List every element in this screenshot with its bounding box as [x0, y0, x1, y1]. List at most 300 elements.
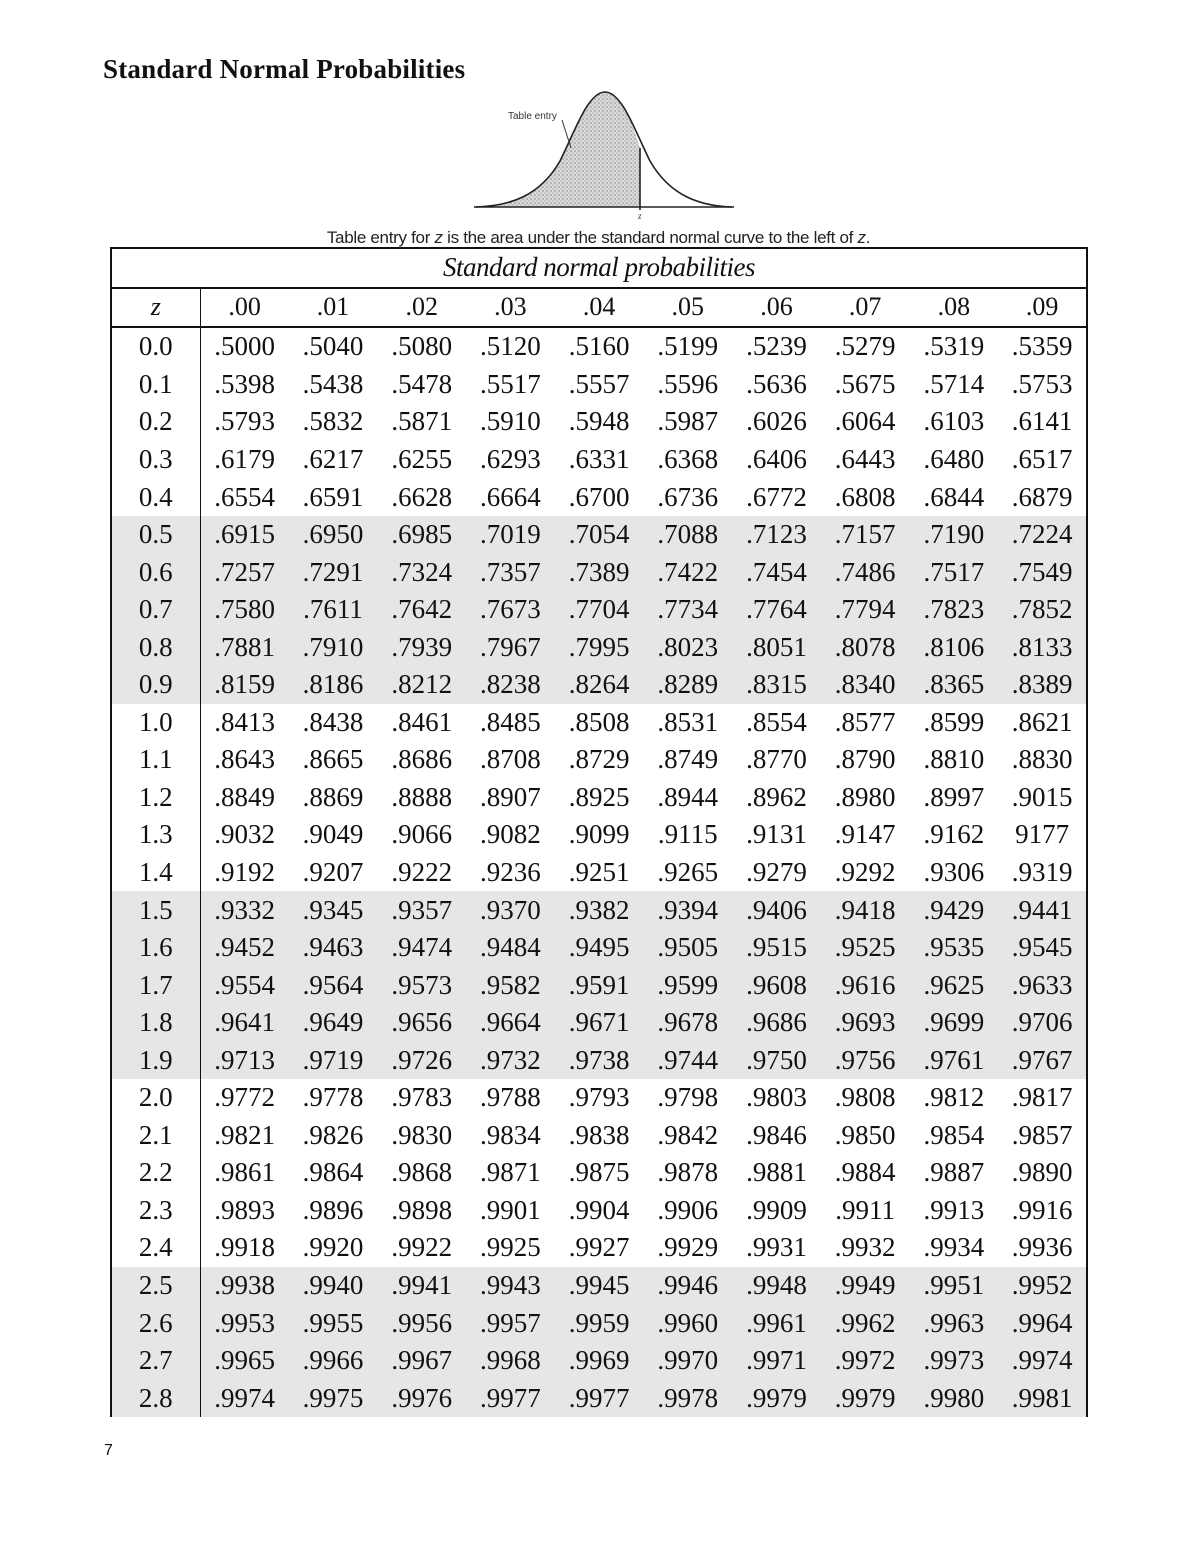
z-value-cell: 2.2: [111, 1154, 200, 1192]
table-row: [111, 478, 1087, 516]
probability-cell: .9916: [998, 1192, 1087, 1230]
column-header: .03: [466, 288, 555, 328]
probability-cell: .9131: [746, 819, 807, 850]
probability-cell: .6480: [923, 444, 985, 474]
probability-cell: .9192: [214, 857, 275, 888]
probability-cell: .9943: [466, 1267, 555, 1305]
z-value-cell: 1.1: [111, 741, 200, 779]
probability-cell: .9535: [910, 929, 999, 967]
probability-cell: .7642: [377, 591, 466, 629]
probability-cell: .9641: [200, 1004, 289, 1042]
probability-cell: .9922: [391, 1232, 453, 1263]
probability-cell: .8159: [200, 666, 289, 704]
probability-cell: .8962: [746, 781, 807, 812]
probability-cell: .7549: [998, 553, 1087, 591]
probability-cell: .8340: [821, 666, 910, 704]
probability-cell: .9793: [568, 1082, 630, 1113]
probability-cell: .6844: [923, 481, 985, 512]
probability-cell: .9968: [466, 1342, 555, 1380]
probability-cell: .8133: [998, 628, 1087, 666]
probability-cell: .7939: [377, 628, 466, 666]
probability-cell: .6628: [391, 481, 453, 512]
table-row: [111, 854, 1087, 892]
z-value-cell: 0.7: [111, 591, 200, 629]
probability-cell: .9406: [732, 891, 821, 929]
table-row: [111, 1041, 1087, 1079]
probability-cell: .9162: [923, 819, 985, 850]
probability-cell: .6700: [568, 481, 630, 512]
probability-cell: .9936: [998, 1229, 1087, 1267]
table-row: [111, 1229, 1087, 1267]
probability-cell: .9929: [657, 1232, 719, 1263]
probability-cell: .5080: [391, 331, 453, 362]
z-value-cell: 1.9: [111, 1041, 200, 1079]
probability-cell: .9977: [555, 1379, 644, 1417]
probability-cell: .6368: [657, 444, 719, 474]
probability-cell: .9975: [289, 1379, 378, 1417]
probability-cell: .8944: [657, 781, 719, 812]
probability-cell: .9767: [998, 1041, 1087, 1079]
probability-cell: .9394: [643, 891, 732, 929]
probability-cell: .9962: [821, 1304, 910, 1342]
probability-cell: .9649: [289, 1004, 378, 1042]
probability-cell: .5871: [391, 406, 453, 437]
probability-cell: .9934: [923, 1232, 985, 1263]
label-pointer: [562, 120, 571, 148]
table-row: [111, 553, 1087, 591]
probability-cell: .7190: [910, 516, 999, 554]
table-row: [111, 779, 1087, 817]
table-row: [111, 704, 1087, 742]
z-value-cell: 1.2: [111, 779, 200, 817]
probability-cell: .5517: [480, 368, 541, 399]
probability-cell: .9147: [834, 819, 896, 850]
probability-cell: .8686: [391, 744, 453, 775]
probability-cell: .9959: [555, 1304, 644, 1342]
probability-cell: .9463: [289, 929, 378, 967]
probability-cell: .9842: [657, 1119, 719, 1150]
column-header: .06: [732, 288, 821, 328]
probability-cell: .9932: [834, 1232, 896, 1263]
z-value-cell: 2.7: [111, 1342, 200, 1380]
probability-cell: .9927: [568, 1232, 630, 1263]
z-value-cell: 2.0: [111, 1079, 200, 1117]
probability-cell: .9750: [732, 1041, 821, 1079]
z-value-cell: 2.4: [111, 1229, 200, 1267]
probability-cell: .5438: [302, 368, 364, 399]
probability-cell: .6064: [834, 406, 896, 437]
probability-cell: .5636: [746, 368, 807, 399]
table-caption: [110, 228, 1087, 248]
probability-cell: .9834: [480, 1119, 541, 1150]
probability-cell: .5557: [568, 368, 630, 399]
z-value-cell: 2.8: [111, 1379, 200, 1417]
probability-cell: .9972: [821, 1342, 910, 1380]
probability-cell: .7157: [821, 516, 910, 554]
probability-cell: .7673: [466, 591, 555, 629]
column-header: .04: [555, 288, 644, 328]
probability-cell: .8389: [998, 666, 1087, 704]
probability-cell: .9222: [391, 857, 453, 888]
probability-cell: .8577: [834, 706, 896, 737]
probability-cell: .9357: [377, 891, 466, 929]
probability-cell: .8925: [568, 781, 630, 812]
probability-cell: .9772: [214, 1082, 275, 1113]
probability-cell: .8289: [643, 666, 732, 704]
probability-cell: .7486: [821, 553, 910, 591]
probability-cell: .9974: [200, 1379, 289, 1417]
probability-cell: .9838: [568, 1119, 630, 1150]
probability-cell: .6255: [391, 444, 453, 474]
caption-text: is the area under the standard normal curve to the left of: [442, 228, 858, 247]
probability-cell: .9292: [834, 857, 896, 888]
probability-cell: .9236: [480, 857, 541, 888]
probability-cell: .8186: [289, 666, 378, 704]
probability-cell: .9066: [391, 819, 453, 850]
normal-curve-figure: [470, 86, 740, 222]
column-header: .07: [821, 288, 910, 328]
probability-cell: .6879: [998, 478, 1087, 516]
probability-cell: .9940: [289, 1267, 378, 1305]
z-value-cell: 0.2: [111, 403, 200, 441]
table-row: [111, 628, 1087, 666]
probability-cell: .9925: [480, 1232, 541, 1263]
z-value-cell: 1.4: [111, 854, 200, 892]
z-value-cell: 2.3: [111, 1192, 200, 1230]
table-body: [111, 327, 1087, 1417]
probability-cell: .8708: [480, 744, 541, 775]
probability-cell: .9973: [910, 1342, 999, 1380]
z-value-cell: 0.5: [111, 516, 200, 554]
probability-cell: .9778: [302, 1082, 364, 1113]
probability-cell: .9671: [555, 1004, 644, 1042]
probability-cell: .8888: [391, 781, 453, 812]
z-value-cell: 1.7: [111, 966, 200, 1004]
probability-cell: .9904: [568, 1194, 630, 1225]
probability-cell: .9591: [555, 966, 644, 1004]
probability-cell: .9868: [391, 1157, 453, 1188]
probability-cell: .9918: [214, 1232, 275, 1263]
probability-cell: .9788: [480, 1082, 541, 1113]
probability-cell: .9726: [377, 1041, 466, 1079]
probability-cell: .7224: [998, 516, 1087, 554]
table-row: [111, 366, 1087, 404]
probability-cell: .6406: [746, 444, 807, 474]
probability-cell: .9976: [377, 1379, 466, 1417]
probability-cell: .9938: [200, 1267, 289, 1305]
probability-cell: .9898: [391, 1194, 453, 1225]
probability-cell: .9969: [555, 1342, 644, 1380]
probability-cell: .8643: [214, 744, 275, 775]
probability-cell: .6591: [302, 481, 364, 512]
probability-cell: .8869: [302, 781, 364, 812]
probability-cell: .9505: [643, 929, 732, 967]
probability-cell: .8078: [821, 628, 910, 666]
z-value-cell: 0.0: [111, 327, 200, 366]
z-value-cell: 2.6: [111, 1304, 200, 1342]
probability-cell: .9970: [643, 1342, 732, 1380]
probability-cell: .9082: [480, 819, 541, 850]
probability-cell: .9738: [555, 1041, 644, 1079]
probability-cell: .5359: [998, 327, 1087, 366]
probability-cell: .9686: [732, 1004, 821, 1042]
table-row: [111, 1154, 1087, 1192]
probability-cell: .7611: [289, 591, 378, 629]
probability-cell: .9931: [746, 1232, 807, 1263]
probability-cell: .9706: [998, 1004, 1087, 1042]
probability-cell: .7910: [289, 628, 378, 666]
z-column-header: z: [111, 288, 200, 328]
probability-cell: .7517: [910, 553, 999, 591]
probability-cell: .9582: [466, 966, 555, 1004]
probability-cell: .7389: [555, 553, 644, 591]
probability-cell: .9966: [289, 1342, 378, 1380]
probability-cell: .5398: [214, 368, 275, 399]
probability-cell: .8051: [732, 628, 821, 666]
probability-cell: .6950: [289, 516, 378, 554]
table-row: [111, 591, 1087, 629]
probability-cell: .9633: [998, 966, 1087, 1004]
z-value-cell: 0.9: [111, 666, 200, 704]
column-header: .01: [289, 288, 378, 328]
probability-cell: .9099: [568, 819, 630, 850]
probability-cell: .9901: [480, 1194, 541, 1225]
z-label: z: [638, 211, 642, 221]
probability-cell: .9251: [568, 857, 630, 888]
probability-cell: .5596: [657, 368, 719, 399]
table-row: [111, 929, 1087, 967]
probability-cell: .6736: [657, 481, 719, 512]
column-header: .02: [377, 288, 466, 328]
probability-cell: .7734: [643, 591, 732, 629]
probability-cell: .5675: [834, 368, 896, 399]
probability-cell: .5160: [568, 331, 630, 362]
table-row: [111, 1117, 1087, 1155]
probability-cell: .7123: [732, 516, 821, 554]
probability-cell: .9441: [998, 891, 1087, 929]
probability-cell: .9960: [643, 1304, 732, 1342]
probability-cell: .6141: [998, 403, 1087, 441]
probability-cell: .7967: [466, 628, 555, 666]
probability-cell: .9656: [377, 1004, 466, 1042]
table-row: [111, 403, 1087, 441]
table-row: [111, 1379, 1087, 1417]
probability-cell: .9015: [998, 779, 1087, 817]
probability-cell: .9854: [923, 1119, 985, 1150]
probability-cell: .8212: [377, 666, 466, 704]
probability-cell: .9896: [302, 1194, 364, 1225]
probability-cell: .5000: [214, 331, 275, 362]
standard-normal-table: [110, 247, 1088, 1417]
probability-cell: .8770: [746, 744, 807, 775]
probability-cell: .9887: [923, 1157, 985, 1188]
probability-cell: .8810: [923, 744, 985, 775]
probability-cell: .9382: [555, 891, 644, 929]
probability-cell: .9911: [835, 1194, 896, 1225]
probability-cell: .9861: [214, 1157, 275, 1188]
probability-cell: .5714: [923, 368, 985, 399]
table-row: [111, 1079, 1087, 1117]
probability-cell: .9956: [377, 1304, 466, 1342]
table-title: Standard normal probabilities: [111, 248, 1087, 288]
probability-cell: .9951: [910, 1267, 999, 1305]
probability-cell: .9265: [657, 857, 719, 888]
probability-cell: .9826: [302, 1119, 364, 1150]
probability-cell: .6554: [214, 481, 275, 512]
probability-cell: .9418: [821, 891, 910, 929]
probability-cell: .5948: [568, 406, 630, 437]
table-row: [111, 327, 1087, 366]
probability-cell: .9803: [746, 1082, 807, 1113]
probability-cell: .6517: [998, 441, 1087, 479]
probability-cell: .8980: [834, 781, 896, 812]
probability-cell: .9881: [746, 1157, 807, 1188]
probability-cell: .9864: [302, 1157, 364, 1188]
probability-cell: .8907: [480, 781, 541, 812]
probability-cell: .9920: [302, 1232, 364, 1263]
probability-cell: .9977: [466, 1379, 555, 1417]
probability-cell: .9798: [657, 1082, 719, 1113]
probability-cell: .9830: [391, 1119, 453, 1150]
probability-cell: .6103: [923, 406, 985, 437]
z-value-cell: 0.6: [111, 553, 200, 591]
probability-cell: .9817: [998, 1079, 1087, 1117]
probability-cell: .8365: [910, 666, 999, 704]
probability-cell: .8461: [391, 706, 453, 737]
probability-cell: .9207: [302, 857, 364, 888]
probability-cell: .7580: [200, 591, 289, 629]
probability-cell: .6443: [834, 444, 896, 474]
table-row: [111, 741, 1087, 779]
probability-cell: .9953: [200, 1304, 289, 1342]
probability-cell: .9429: [910, 891, 999, 929]
probability-cell: .6915: [200, 516, 289, 554]
probability-cell: .9850: [834, 1119, 896, 1150]
probability-cell: .5279: [834, 331, 896, 362]
probability-cell: .9032: [214, 819, 275, 850]
probability-cell: .9875: [568, 1157, 630, 1188]
probability-cell: .5753: [998, 366, 1087, 404]
probability-cell: .9890: [998, 1154, 1087, 1192]
caption-z: z: [434, 228, 443, 247]
probability-cell: .9980: [910, 1379, 999, 1417]
probability-cell: .8665: [302, 744, 364, 775]
table-row: [111, 1192, 1087, 1230]
z-value-cell: 0.1: [111, 366, 200, 404]
probability-cell: .8485: [480, 706, 541, 737]
z-value-cell: 0.3: [111, 441, 200, 479]
probability-cell: .9732: [466, 1041, 555, 1079]
probability-cell: .9949: [821, 1267, 910, 1305]
probability-cell: .9525: [821, 929, 910, 967]
probability-cell: .9971: [732, 1342, 821, 1380]
table-row: [111, 441, 1087, 479]
column-header: .08: [910, 288, 999, 328]
probability-cell: .8621: [998, 704, 1087, 742]
z-value-cell: 0.4: [111, 478, 200, 516]
probability-cell: .9961: [732, 1304, 821, 1342]
probability-cell: .9857: [998, 1117, 1087, 1155]
caption-text: Table entry for: [326, 228, 435, 247]
probability-cell: 9177: [998, 816, 1087, 854]
probability-cell: .9495: [555, 929, 644, 967]
probability-cell: .5120: [480, 331, 541, 362]
probability-cell: .7764: [732, 591, 821, 629]
probability-cell: .9625: [910, 966, 999, 1004]
probability-cell: .6179: [214, 444, 275, 474]
probability-cell: .7422: [643, 553, 732, 591]
probability-cell: .9812: [923, 1082, 985, 1113]
probability-cell: .9979: [732, 1379, 821, 1417]
probability-cell: .9545: [998, 929, 1087, 967]
probability-cell: .9952: [998, 1267, 1087, 1305]
table-row: [111, 1267, 1087, 1305]
column-header: .00: [200, 288, 289, 328]
probability-cell: .9948: [732, 1267, 821, 1305]
probability-cell: .9981: [998, 1379, 1087, 1417]
probability-cell: .9319: [998, 854, 1087, 892]
probability-cell: .9946: [643, 1267, 732, 1305]
probability-cell: .9693: [821, 1004, 910, 1042]
probability-cell: .9957: [466, 1304, 555, 1342]
probability-cell: .8413: [214, 706, 275, 737]
probability-cell: .7324: [377, 553, 466, 591]
z-value-cell: 0.8: [111, 628, 200, 666]
probability-cell: .9761: [910, 1041, 999, 1079]
probability-cell: .8023: [643, 628, 732, 666]
probability-cell: .9345: [289, 891, 378, 929]
z-value-cell: 1.6: [111, 929, 200, 967]
z-value-cell: 1.5: [111, 891, 200, 929]
probability-cell: .9332: [200, 891, 289, 929]
probability-cell: .8729: [568, 744, 630, 775]
probability-cell: .5478: [391, 368, 453, 399]
probability-cell: .8997: [923, 781, 985, 812]
table-row: [111, 1004, 1087, 1042]
probability-cell: .9484: [466, 929, 555, 967]
probability-cell: .9808: [834, 1082, 896, 1113]
probability-cell: .6217: [302, 444, 364, 474]
probability-cell: .9963: [910, 1304, 999, 1342]
z-value-cell: 1.0: [111, 704, 200, 742]
probability-cell: .9909: [746, 1194, 807, 1225]
table-row: [111, 1304, 1087, 1342]
probability-cell: .9846: [746, 1119, 807, 1150]
probability-cell: .7019: [466, 516, 555, 554]
probability-cell: .9719: [289, 1041, 378, 1079]
probability-cell: .8106: [910, 628, 999, 666]
probability-cell: .6808: [834, 481, 896, 512]
probability-cell: .9967: [377, 1342, 466, 1380]
probability-cell: .9913: [923, 1194, 985, 1225]
probability-cell: .5832: [302, 406, 364, 437]
probability-cell: .9893: [214, 1194, 275, 1225]
probability-cell: .9279: [746, 857, 807, 888]
probability-cell: .9878: [657, 1157, 719, 1188]
z-value-cell: 1.8: [111, 1004, 200, 1042]
probability-cell: .7995: [555, 628, 644, 666]
probability-cell: .7357: [466, 553, 555, 591]
probability-cell: .8790: [834, 744, 896, 775]
page-title: Standard Normal Probabilities: [103, 54, 466, 84]
table-row: [111, 666, 1087, 704]
column-header: .05: [643, 288, 732, 328]
probability-cell: .8830: [998, 741, 1087, 779]
probability-cell: .9964: [998, 1304, 1087, 1342]
probability-cell: .7881: [200, 628, 289, 666]
probability-cell: .9744: [643, 1041, 732, 1079]
probability-cell: .9699: [910, 1004, 999, 1042]
